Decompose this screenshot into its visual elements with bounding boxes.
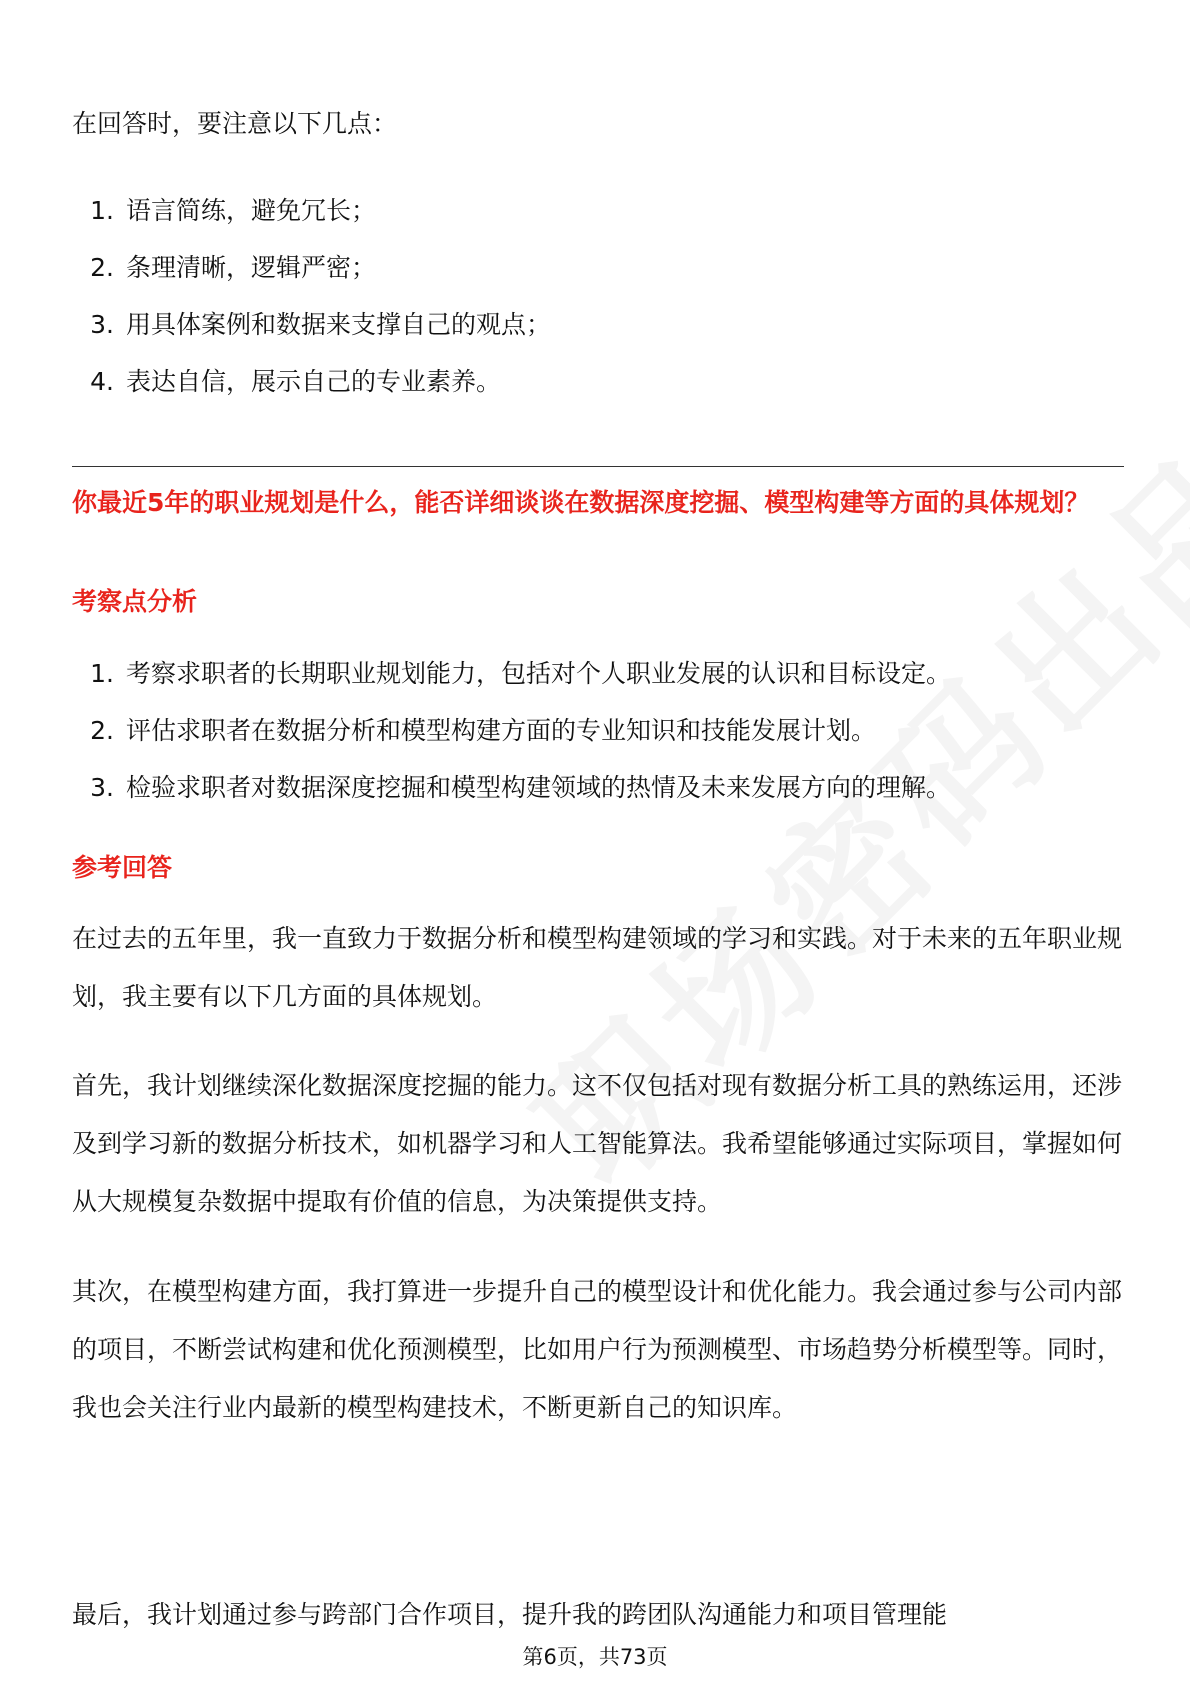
answer-paragraph: 在过去的五年里，我一直致力于数据分析和模型构建领域的学习和实践。对于未来的五年职业规划，我主要有以下几方面的具体规划。 — [72, 924, 1123, 1011]
list-item — [72, 296, 1122, 353]
tips-list — [72, 182, 1122, 410]
list-text: 评估求职者在数据分析和模型构建方面的专业知识和技能发展计划。 — [126, 716, 877, 745]
list-number: 1. — [90, 659, 114, 688]
answer-paragraph: 首先，我计划继续深化数据深度挖掘的能力。这不仅包括对现有数据分析工具的熟练运用，还涉及到学习新的数据分析技术，如机器学习和人工智能算法。我希望能够通过实际项目，掌握如何从大规模复杂数据中提取有价值的信息，为决策提供支持。 — [72, 1071, 1123, 1216]
page-number: 第6页，共73页 — [522, 1645, 668, 1669]
list-text: 条理清晰，逻辑严密； — [126, 253, 377, 282]
list-number: 3. — [90, 310, 114, 339]
section-divider — [72, 466, 1124, 467]
list-number: 3. — [90, 773, 114, 802]
analysis-list — [72, 645, 1122, 816]
list-item — [72, 353, 1122, 410]
list-number: 2. — [90, 253, 114, 282]
list-item — [72, 239, 1122, 296]
list-item — [72, 759, 1122, 816]
list-text: 表达自信，展示自己的专业素养。 — [126, 367, 502, 396]
list-item — [72, 645, 1122, 702]
list-number: 4. — [90, 367, 114, 396]
list-text: 用具体案例和数据来支撑自己的观点； — [126, 310, 552, 339]
analysis-heading: 考察点分析 — [72, 587, 198, 616]
list-item — [72, 182, 1122, 239]
list-text: 考察求职者的长期职业规划能力，包括对个人职业发展的认识和目标设定。 — [126, 659, 952, 688]
intro-text: 在回答时，要注意以下几点： — [72, 109, 398, 138]
list-number: 2. — [90, 716, 114, 745]
answer-heading: 参考回答 — [72, 853, 173, 882]
list-text: 检验求职者对数据深度挖掘和模型构建领域的热情及未来发展方向的理解。 — [126, 773, 952, 802]
list-item — [72, 702, 1122, 759]
answer-paragraph: 最后，我计划通过参与跨部门合作项目，提升我的跨团队沟通能力和项目管理能 — [72, 1600, 948, 1629]
list-number: 1. — [90, 196, 114, 225]
answer-paragraph: 其次，在模型构建方面，我打算进一步提升自己的模型设计和优化能力。我会通过参与公司内部的项目，不断尝试构建和优化预测模型，比如用户行为预测模型、市场趋势分析模型等。同时，我也会关注行业内最新的模型构建技术，不断更新自己的知识库。 — [72, 1277, 1123, 1422]
list-text: 语言简练，避免冗长； — [126, 196, 377, 225]
question-heading: 你最近5年的职业规划是什么，能否详细谈谈在数据深度挖掘、模型构建等方面的具体规划？ — [72, 488, 1090, 517]
